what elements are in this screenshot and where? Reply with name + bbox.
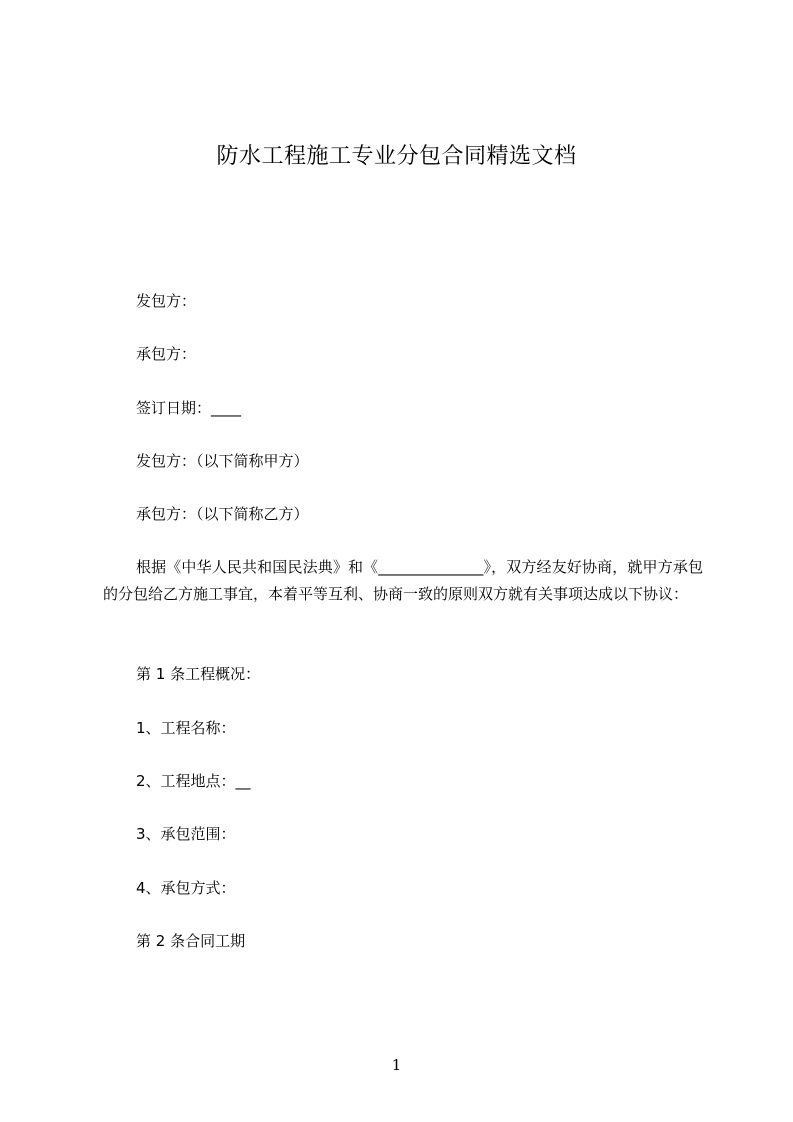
page-number: 1: [391, 1056, 402, 1074]
item-contract-method: 4、承包方式：: [136, 879, 236, 897]
item-project-location: 2、工程地点：__: [136, 772, 251, 790]
article-2-heading: 第 2 条合同工期: [136, 932, 246, 950]
preamble-paragraph: 根据《中华人民共和国民法典》和《______________》，双方经友好协商，就甲方承包的分包给乙方施工事宜，本着平等互利、协商一致的原则双方就有关事项达成以下协议：: [103, 558, 703, 603]
article-1-heading: 第 1 条工程概况：: [136, 665, 261, 683]
employer-label: 发包方：: [136, 292, 197, 310]
item-contract-scope: 3、承包范围：: [136, 825, 236, 843]
sign-date-label: 签订日期：____: [136, 399, 242, 417]
contractor-label: 承包方：: [136, 345, 197, 363]
contractor-alias: 承包方：（以下简称乙方）: [136, 505, 309, 523]
item-project-name: 1、工程名称：: [136, 719, 236, 737]
document-title: 防水工程施工专业分包合同精选文档: [216, 144, 577, 169]
employer-alias: 发包方：（以下简称甲方）: [136, 452, 309, 470]
